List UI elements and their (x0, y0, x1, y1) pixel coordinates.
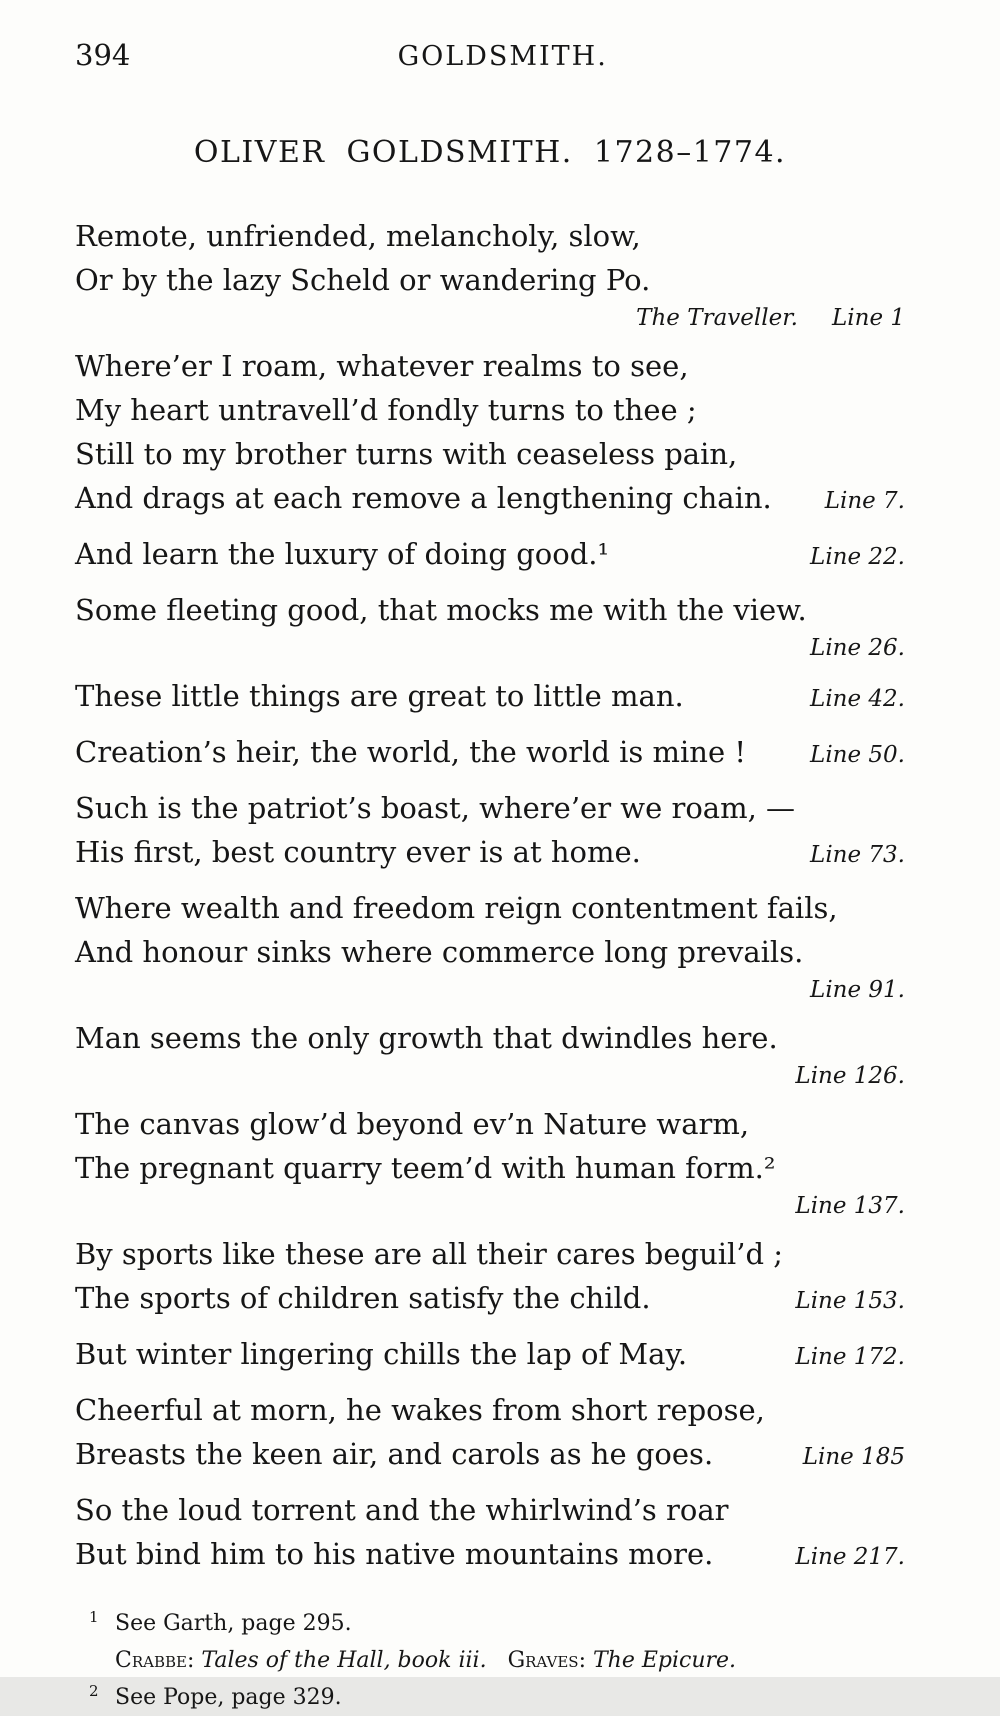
verse-line (75, 432, 905, 476)
line-reference: Line 50. (810, 742, 905, 768)
quotation-block (75, 1388, 905, 1479)
verse-text: And honour sinks where commerce long prevails. (75, 935, 804, 969)
verse-text: Or by the lazy Scheld or wandering Po. (75, 263, 651, 297)
verse-text: By sports like these are all their cares beguil’d ; (75, 1237, 784, 1271)
quotation-block (75, 730, 905, 777)
verse-line (75, 214, 905, 258)
footnote-work: Tales of the Hall, book iii. (201, 1648, 487, 1673)
running-head: GOLDSMITH. (397, 41, 608, 72)
line-reference: Line 7. (824, 488, 905, 514)
verse-line (75, 1016, 905, 1060)
verse-text: My heart untravell’d fondly turns to thee ; (75, 393, 697, 427)
verse-text: Where’er I roam, whatever realms to see, (75, 349, 689, 383)
quotation-block (75, 674, 905, 721)
footnote-text: See Garth, page 295. (115, 1611, 352, 1636)
verse-text: The pregnant quarry teem’d with human form.² (75, 1151, 776, 1185)
line-reference: Line 22. (810, 544, 905, 570)
quotations-list (75, 214, 905, 1579)
page-header (75, 38, 905, 74)
verse-line (75, 1276, 905, 1323)
quotation-block (75, 886, 905, 1007)
verse-line (75, 930, 905, 974)
verse-line (75, 532, 905, 579)
footnotes-section (89, 1605, 905, 1716)
verse-line (75, 476, 905, 523)
verse-line (75, 1388, 905, 1432)
verse-line (75, 258, 905, 302)
quotation-block (75, 1488, 905, 1579)
quotation-block (75, 1332, 905, 1379)
verse-text: The canvas glow’d beyond ev’n Nature warm, (75, 1107, 750, 1141)
verse-text: Remote, unfriended, melancholy, slow, (75, 219, 641, 253)
verse-text: His first, best country ever is at home. (75, 835, 641, 869)
verse-line (75, 1102, 905, 1146)
verse-line (75, 830, 905, 877)
verse-text: And learn the luxury of doing good.¹ (75, 537, 610, 571)
line-reference: Line 153. (795, 1288, 905, 1314)
verse-text: Breasts the keen air, and carols as he goes. (75, 1437, 714, 1471)
verse-text: But bind him to his native mountains more. (75, 1537, 714, 1571)
line-reference: Line 172. (795, 1344, 905, 1370)
line-reference: Line 73. (810, 842, 905, 868)
quotation-block (75, 344, 905, 523)
verse-line (75, 1232, 905, 1276)
verse-line (75, 1146, 905, 1190)
verse-text: Still to my brother turns with ceaseless pain, (75, 437, 738, 471)
source-title: The Traveller. (636, 305, 798, 331)
verse-text: Where wealth and freedom reign contentment fails, (75, 891, 838, 925)
verse-line (75, 886, 905, 930)
verse-line (75, 344, 905, 388)
footnote-author: Graves: (507, 1648, 586, 1673)
attribution-line (75, 302, 905, 335)
quotation-block (75, 1016, 905, 1093)
verse-line (75, 1332, 905, 1379)
quotation-block (75, 214, 905, 335)
verse-text: The sports of children satisfy the child. (75, 1281, 651, 1315)
line-reference: Line 185 (802, 1444, 905, 1470)
verse-text: And drags at each remove a lengthening chain. (75, 481, 772, 515)
attribution-line (75, 632, 905, 665)
quotation-block (75, 532, 905, 579)
line-reference: Line 1 (832, 305, 905, 331)
footnote-text: See Pope, page 329. (115, 1685, 342, 1710)
page-number: 394 (75, 38, 131, 72)
quotation-block (75, 786, 905, 877)
verse-line (75, 1532, 905, 1579)
footnote: $^2$ See Pope, page 329. (89, 1681, 342, 1710)
line-reference: Line 137. (795, 1193, 905, 1219)
verse-text: So the loud torrent and the whirlwind’s roar (75, 1493, 729, 1527)
quotation-block (75, 588, 905, 665)
verse-text: Man seems the only growth that dwindles here. (75, 1021, 778, 1055)
quotation-block (75, 1102, 905, 1223)
verse-line (75, 1488, 905, 1532)
verse-text: Cheerful at morn, he wakes from short repose, (75, 1393, 765, 1427)
line-reference: Line 91. (810, 977, 905, 1003)
verse-line (75, 388, 905, 432)
line-reference: Line 126. (795, 1063, 905, 1089)
attribution-line (75, 1060, 905, 1093)
footnote (89, 1642, 905, 1679)
line-reference: Line 26. (810, 635, 905, 661)
footnote: $^1$ See Garth, page 295. (89, 1607, 352, 1636)
attribution-line (75, 974, 905, 1007)
verse-line (75, 1432, 905, 1479)
verse-text: Creation’s heir, the world, the world is mine ! (75, 735, 747, 769)
verse-text: But winter lingering chills the lap of May. (75, 1337, 688, 1371)
line-reference: Line 217. (795, 1544, 905, 1570)
footnote-author: Crabbe: (115, 1648, 195, 1673)
verse-line (75, 588, 905, 632)
quotation-block (75, 1232, 905, 1323)
section-heading: OLIVER GOLDSMITH. 1728–1774. (193, 135, 787, 170)
verse-line (75, 730, 905, 777)
attribution-line (75, 1190, 905, 1223)
verse-line (75, 674, 905, 721)
verse-text: These little things are great to little man. (75, 679, 684, 713)
footnote-work: The Epicure. (593, 1648, 737, 1673)
line-reference: Line 42. (810, 686, 905, 712)
verse-text: Such is the patriot’s boast, where’er we roam, — (75, 791, 796, 825)
verse-line (75, 786, 905, 830)
verse-text: Some fleeting good, that mocks me with the view. (75, 593, 807, 627)
